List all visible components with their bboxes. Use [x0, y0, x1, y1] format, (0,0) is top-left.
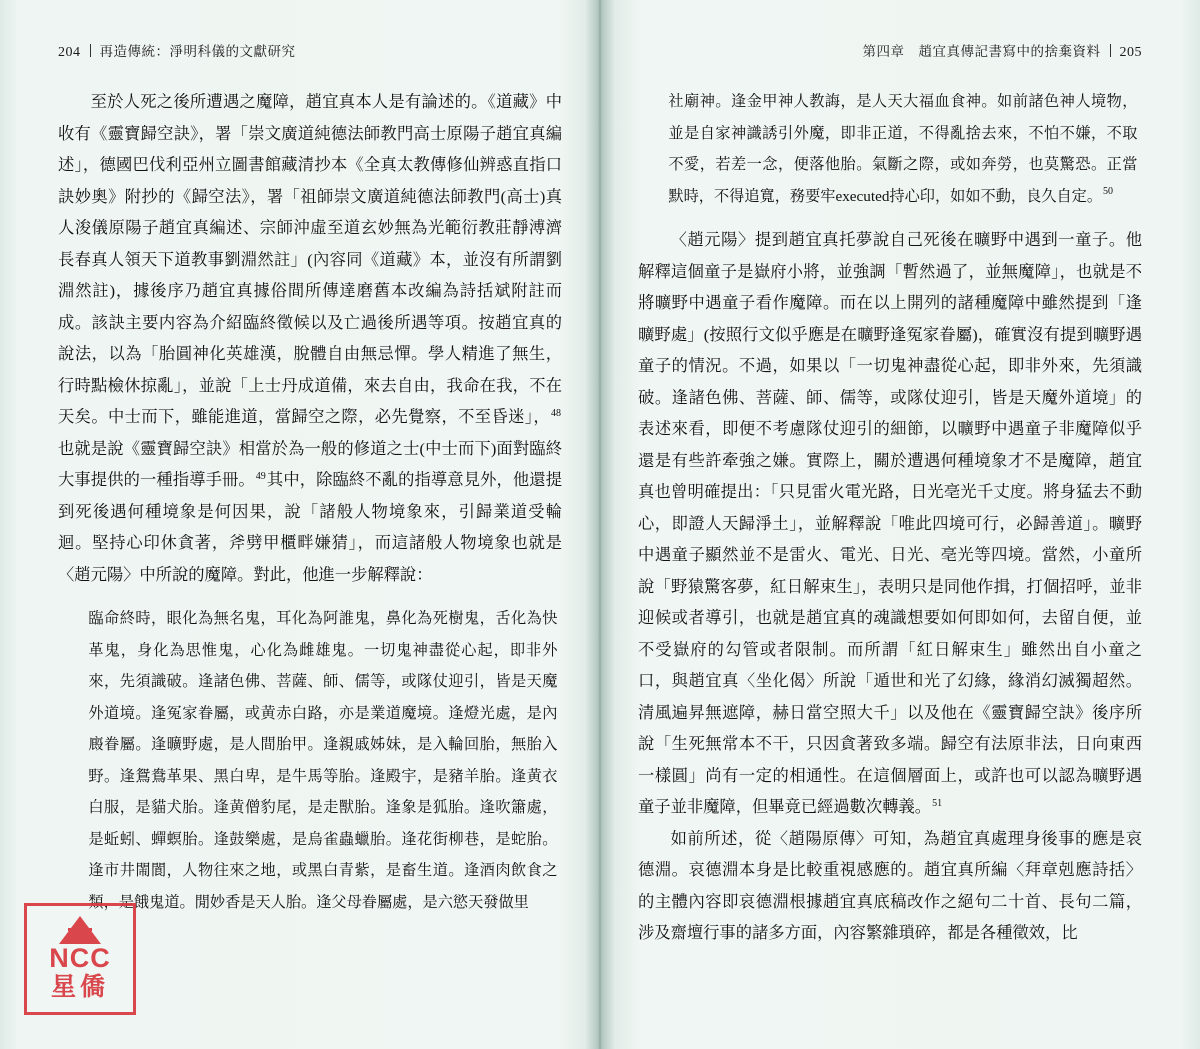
running-title-right: 趙宜真傳記書寫中的捨棄資料 [918, 44, 1101, 59]
running-head-left [58, 40, 562, 66]
footnote-ref: 51 [932, 797, 943, 809]
footnote-ref: 48 [551, 407, 561, 419]
block-quote-left [58, 603, 562, 918]
running-head-right [638, 40, 1142, 66]
block-quote-right-continued [638, 86, 1142, 212]
quote-text: 社廟神。逢金甲神人教誨，是人天大福血食神。如前諸色神人境物，並是自家神識誘引外魔，即非正道，不得亂捨去來，不怕不嫌，不取不愛，若差一念，便落他胎。氣斷之際，或如奔勞，也莫驚恐。正當默時，不得追寬，務要牢executed持心印，如如不動，良久自定。$^{50}$ [668, 93, 1138, 205]
running-head-divider [1110, 44, 1111, 57]
quote-text: 臨命終時，眼化為無名鬼，耳化為阿誰鬼，鼻化為死樹鬼，舌化為快革鬼，身化為思惟鬼，心化為雌雄鬼。一切鬼神盡從心起，即非外來，先須識破。逢諸色佛、菩薩、師、儒等，或隊仗迎引，皆是天魔外道境。逢冤家眷屬，或黄赤白路，亦是業道魔境。逢燈光處，是內廄眷屬。逢曠野處，是人間胎甲。逢親戚姊妹，是入輪回胎，無胎入野。逢鴛鴦革果、黑白卑，是牛馬等胎。逢殿宇，是豬羊胎。逢黄衣白服，是貓犬胎。逢黄僧豹尾，是走獸胎。逢象是狐胎。逢吹簫處，是蚯蚓、蟬螟胎。逢鼓樂處，是烏雀蟲蠟胎。逢花街柳巷，是蛇胎。逢市井閙閬，人物往來之地，或黑白青紫，是畜生道。逢酒肉飲食之類，是餓鬼道。閒妙香是天人胎。逢父母眷屬處，是六慾天發做里 [88, 610, 558, 911]
library-stamp [24, 903, 136, 1015]
running-head-divider [90, 44, 91, 57]
footnote-ref: 49 [255, 470, 266, 482]
footnote-ref: 50 [1103, 186, 1114, 198]
body-text-right [638, 86, 1142, 949]
stamp-line-1: NCC [49, 943, 111, 973]
stamp-line-2: 星僑 [50, 974, 109, 1001]
paragraph: 〈趙元陽〉提到趙宜真托夢說自己死後在曠野中遇到一童子。他解釋這個童子是嶽府小將，並強調「暫然過了，並無魔障」，也就是不將曠野中遇童子看作魔障。而在以上開列的諸種魔障中雖然提到「逢曠野處」(按照行文似乎應是在曠野逢冤家眷屬)，確實沒有提到曠野遇童子的情況。不過，如果以「一切鬼神盡從心起，即非外來，先須識破。逢諸色佛、菩薩、師、儒等，或隊仗迎引，皆是天魔外道境」的表述來看，即便不考慮隊仗迎引的細節，以曠野中遇童子非魔障似乎還是有些許牽強之嫌。實際上，關於遭遇何種境象才不是魔障，趙宜真也曾明確提出：「只見雷火電光路，日光亳光千丈度。將身猛去不動心，即證人天歸淨土」，並解釋說「唯此四境可行，必歸善道」。曠野中遇童子顯然並不是雷火、電光、日光、亳光等四境。當然，小童所說「野猿驚客夢，紅日解束生」，表明只是同他作揖，打個招呼，並非迎候或者導引，也就是趙宜真的魂識想要如何即如何，去留自便，並不受嶽府的勾管或者限制。而所謂「紅日解束生」雖然出自小童之口，與趙宜真〈坐化偈〉所說「遁世和光了幻緣，緣消幻滅獨超然。清風遍昇無遮障，赫日當空照大千」以及他在《靈寶歸空訣》後序所說「生死無常本不干，只因貪著致多端。歸空有法原非法，日向東西一樣圓」尚有一定的相通性。在這個層面上，或許也可以認為曠野遇童子並非魔障，但畢竟已經過數次轉義。$^{51}$ [638, 230, 1142, 816]
page-number-right: 205 [1119, 45, 1142, 60]
body-text-left [58, 86, 562, 918]
paragraph: 至於人死之後所遭遇之魔障，趙宜真本人是有論述的。《道藏》中收有《靈寶歸空訣》，署「崇文廣道純德法師教門高士原陽子趙宜真編述」，德國巴伐利亞州立圖書館藏清抄本《全真太教傳修仙辨惑直指口訣妙奧》附抄的《歸空法》，署「祖師崇文廣道純德法師教門(高士)真人浚儀原陽子趙宜真編述、宗師沖虛至道玄妙無為光範衍教莊靜溥濟長春真人領天下道教事劉淵然註」(內容同《道藏》本，並沒有所謂劉淵然註)，據後序乃趙宜真據俗間所傳達磨舊本改編為詩括斌附註而成。該訣主要内容為介紹臨終徵候以及亡過後所遇等項。按趙宜真的說法，以為「胎圓神化英雄漢，脫體自由無忌憚。學人精進了無生，行時點檢休掠亂」，並說「上士丹成道備，來去自由，我命在我，不在天矣。中士而下，雖能進道，當歸空之際，必先覺察，不至昏迷」，$^{48}$也就是說《靈寶歸空訣》相當於為一般的修道之士(中士而下)面對臨終大事提供的一種指導手冊。$^{49}$其中，除臨終不亂的指導意見外，他還提到死後遇何種境象是何因果，說「諸般人物境象來，引歸業道受輪迴。堅持心印休貪著，斧劈甲櫃畔嫌猜」，而這諸般人物境象也就是〈趙元陽〉中所說的魔障。對此，他進一步解釋說： [58, 92, 562, 584]
triangle-a-icon [59, 916, 101, 944]
running-chapter-right: 第四章 [862, 44, 905, 59]
page-number-left: 204 [58, 45, 81, 60]
page-right [600, 0, 1200, 1049]
running-title-left: 再造傳統：淨明科儀的文獻研究 [99, 44, 296, 59]
paragraph: 如前所述，從〈趙陽原傳〉可知，為趙宜真處理身後事的應是哀德淵。哀德淵本身是比較重視感應的。趙宜真所編〈拜章剋應詩括〉的主體內容即哀德淵根據趙宜真底稿改作之絕句二十首、長句二篇，涉及齋壇行事的諸多方面，內容繁雜瑣碎，都是各種徵效，比 [638, 828, 1142, 942]
